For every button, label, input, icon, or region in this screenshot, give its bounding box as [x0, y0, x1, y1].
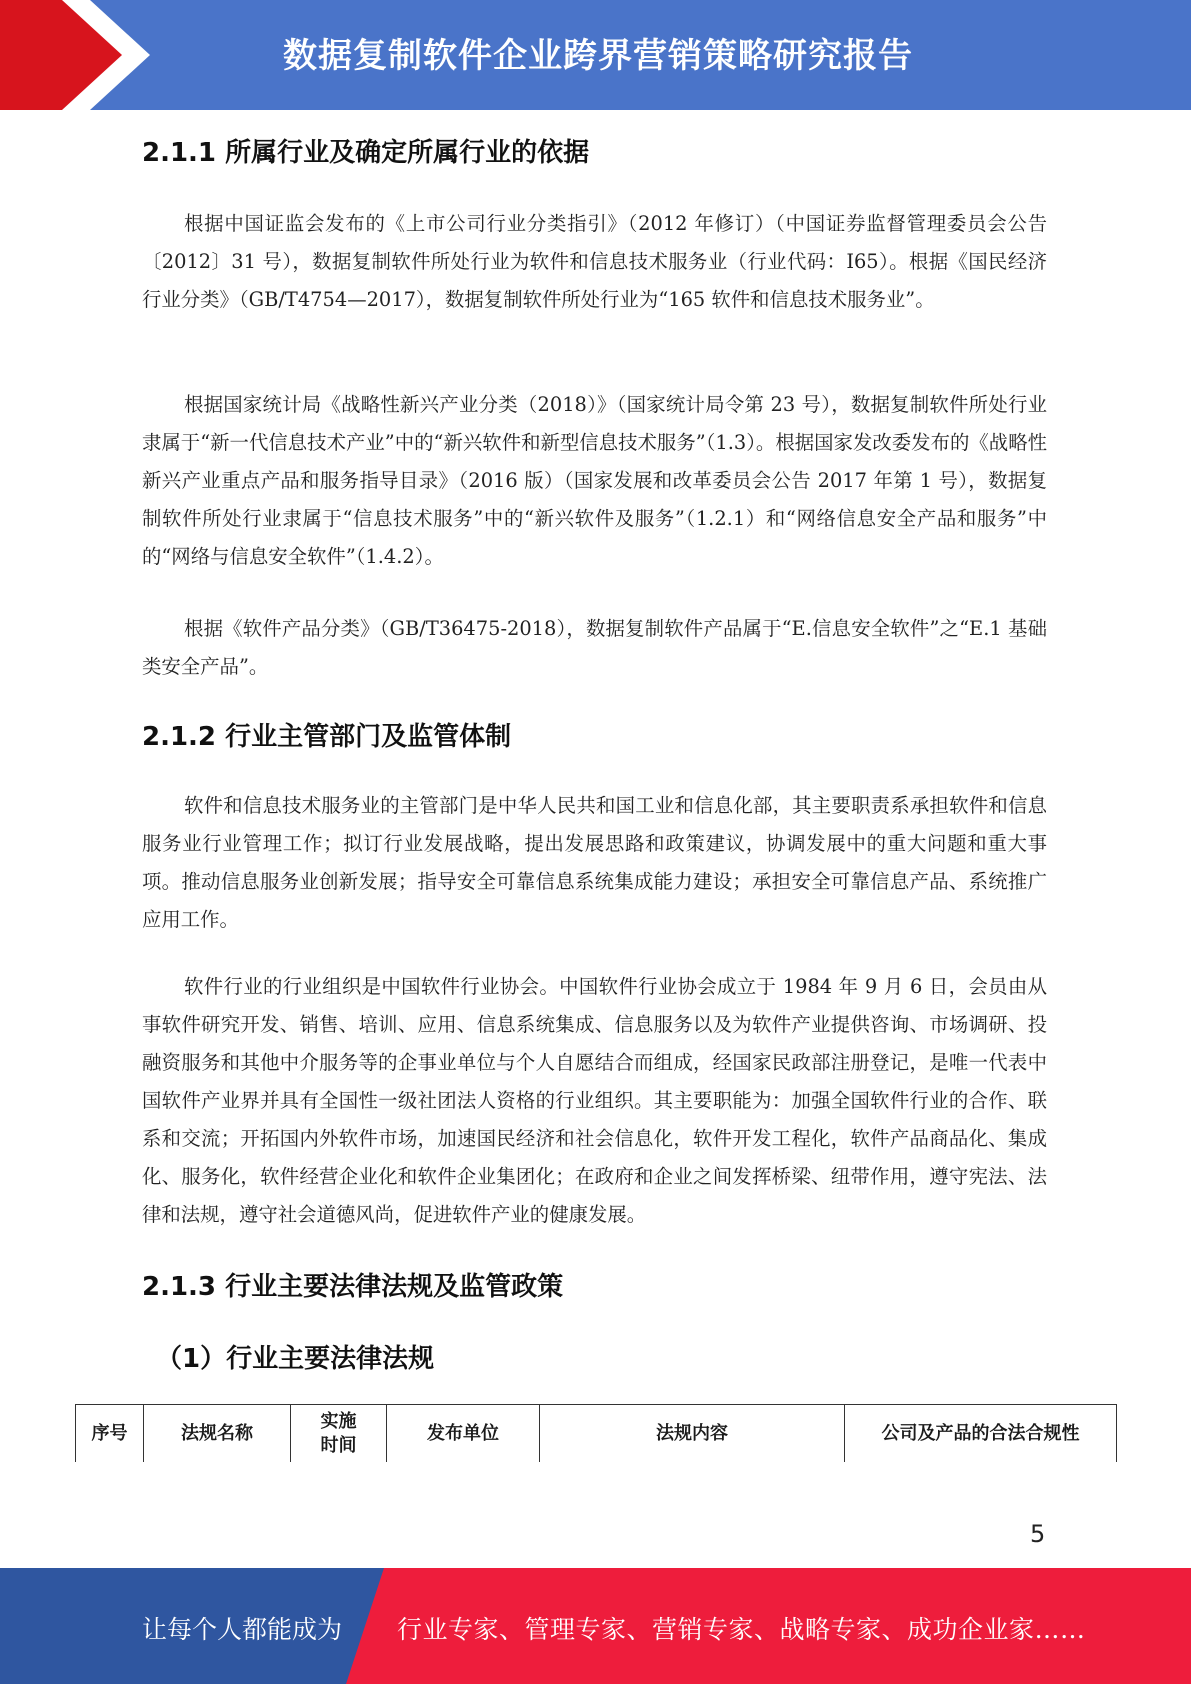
- header-banner: [0, 0, 1191, 110]
- table-header-cell: 序号: [76, 1405, 144, 1463]
- section-heading-2-1-1: 2.1.1 所属行业及确定所属行业的依据: [142, 138, 590, 168]
- laws-table: [75, 1404, 1117, 1462]
- paragraph: 根据《软件产品分类》（GB/T36475-2018），数据复制软件产品属于“E.信息安全软件”之“E.1 基础类安全产品”。: [142, 617, 1047, 678]
- table-header-cell: 公司及产品的合法合规性: [845, 1405, 1117, 1463]
- footer-banner: [0, 1568, 1191, 1684]
- page-number: 5: [1030, 1520, 1046, 1548]
- table-header-cell: 法规名称: [144, 1405, 291, 1463]
- table-header-row: [76, 1405, 1117, 1463]
- table-header-cell: [291, 1405, 387, 1463]
- section-heading-2-1-3: 2.1.3 行业主要法律法规及监管政策: [142, 1272, 564, 1302]
- report-title: 数据复制软件企业跨界营销策略研究报告: [283, 36, 913, 76]
- paragraph: 软件行业的行业组织是中国软件行业协会。中国软件行业协会成立于 1984 年 9 月 6 日，会员由从事软件研究开发、销售、培训、应用、信息系统集成、信息服务以及为软件产业提供咨询、市场调研、投融资服务和其他中介服务等的企事业单位与个人自愿结合而组成，经国家民政部注册登记，是唯一代表中国软件产业界并具有全国性一级社团法人资格的行业组织。其主要职能为：加强全国软件行业的合作、联系和交流；开拓国内外软件市场，加速国民经济和社会信息化，软件开发工程化，软件产品商品化、集成化、服务化，软件经营企业化和软件企业集团化；在政府和企业之间发挥桥梁、纽带作用，遵守宪法、法律和法规，遵守社会道德风尚，促进软件产业的健康发展。: [142, 975, 1047, 1226]
- paragraph: 根据国家统计局《战略性新兴产业分类（2018）》（国家统计局令第 23 号），数据复制软件所处行业隶属于“新一代信息技术产业”中的“新兴软件和新型信息技术服务”（1.3）。根据国家发改委发布的《战略性新兴产业重点产品和服务指导目录》（2016 版）（国家发展和改革委员会公告 2017 年第 1 号），数据复制软件所处行业隶属于“信息技术服务”中的“新兴软件及服务”（1.2.1）和“网络信息安全产品和服务”中的“网络与信息安全软件”（1.4.2）。: [142, 393, 1047, 568]
- paragraph: 软件和信息技术服务业的主管部门是中华人民共和国工业和信息化部，其主要职责系承担软件和信息服务业行业管理工作；拟订行业发展战略，提出发展思路和政策建议，协调发展中的重大问题和重大事项。推动信息服务业创新发展；指导安全可靠信息系统集成能力建设；承担安全可靠信息产品、系统推广应用工作。: [142, 794, 1047, 931]
- footer-slogan-left: 让每个人都能成为: [142, 1615, 343, 1644]
- footer-slogan-right: 行业专家、管理专家、营销专家、战略专家、成功企业家……: [397, 1615, 1086, 1644]
- section-heading-2-1-2: 2.1.2 行业主管部门及监管体制: [142, 722, 512, 752]
- table-header-cell: 法规内容: [540, 1405, 845, 1463]
- table-header-cell: 发布单位: [387, 1405, 540, 1463]
- table-header-text: 实施时间: [320, 1410, 357, 1456]
- subsection-heading: （1）行业主要法律法规: [156, 1344, 435, 1374]
- paragraph: 根据中国证监会发布的《上市公司行业分类指引》（2012 年修订）（中国证券监督管理委员会公告〔2012〕31 号），数据复制软件所处行业为软件和信息技术服务业（行业代码：I65）。根据《国民经济行业分类》（GB/T4754—2017），数据复制软件所处行业为“165 软件和信息技术服务业”。: [142, 212, 1047, 311]
